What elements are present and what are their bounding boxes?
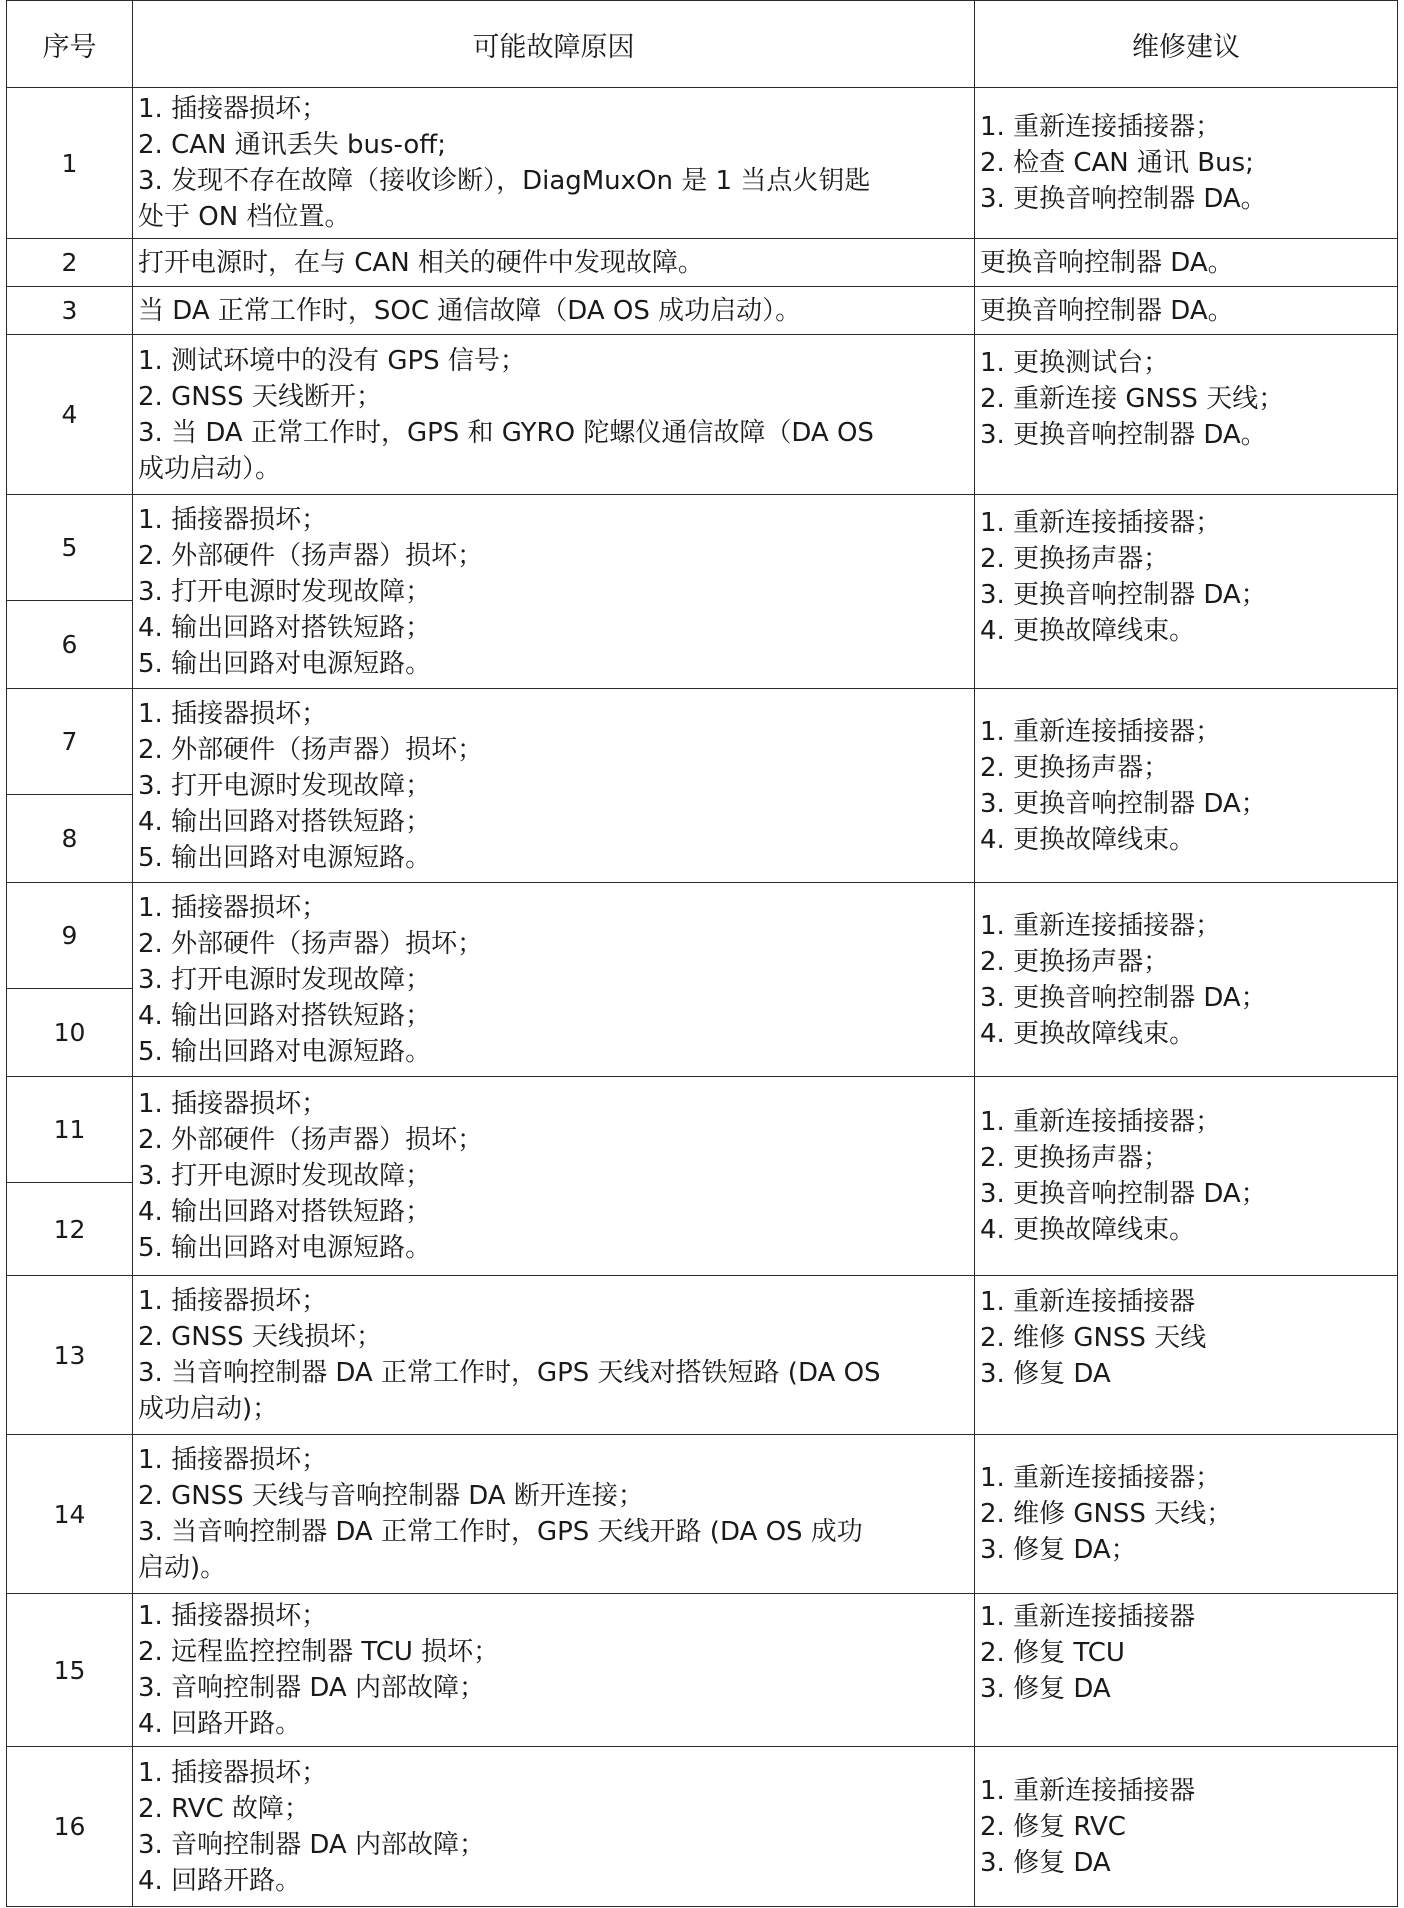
row-number: 14 <box>7 1435 133 1594</box>
cause-line: 3. 打开电源时发现故障； <box>138 770 432 801</box>
cause-line: 3. 当 DA 正常工作时，GPS 和 GYRO 陀螺仪通信故障（DA OS <box>138 417 874 448</box>
cause-cell <box>133 335 975 495</box>
advice-cell <box>975 1594 1398 1747</box>
cause-line: 1. 插接器损坏； <box>138 504 328 535</box>
cause-line: 4. 输出回路对搭铁短路； <box>138 1000 432 1031</box>
advice-line: 更换音响控制器 DA。 <box>980 247 1234 278</box>
cause-line: 5. 输出回路对电源短路。 <box>138 1233 432 1263</box>
cause-line: 3. 音响控制器 DA 内部故障； <box>138 1829 485 1860</box>
table-row <box>7 883 1398 989</box>
table-row <box>7 239 1398 287</box>
advice-line: 3. 修复 DA <box>980 1674 1111 1704</box>
advice-line: 2. 更换扬声器； <box>980 946 1170 977</box>
row-number: 15 <box>7 1594 133 1747</box>
cause-line: 2. 外部硬件（扬声器）损坏； <box>138 734 484 765</box>
cause-line: 3. 打开电源时发现故障； <box>138 576 432 607</box>
table-row <box>7 287 1398 335</box>
advice-line: 1. 重新连接插接器； <box>980 910 1222 941</box>
cause-line: 1. 插接器损坏； <box>138 1757 328 1788</box>
row-number: 9 <box>7 883 133 989</box>
table-row <box>7 495 1398 601</box>
cause-line: 5. 输出回路对电源短路。 <box>138 842 432 873</box>
advice-cell <box>975 689 1398 883</box>
row-number: 3 <box>7 287 133 335</box>
row-number: 13 <box>7 1276 133 1435</box>
row-number: 6 <box>7 601 133 689</box>
cause-line: 成功启动）。 <box>138 453 282 484</box>
advice-line: 2. 修复 TCU <box>980 1638 1125 1668</box>
cause-line: 启动)。 <box>138 1553 227 1583</box>
cause-cell <box>133 1594 975 1747</box>
advice-line: 3. 更换音响控制器 DA； <box>980 982 1267 1013</box>
advice-line: 3. 修复 DA； <box>980 1535 1137 1565</box>
row-number: 12 <box>7 1183 133 1276</box>
cause-line: 打开电源时，在与 CAN 相关的硬件中发现故障。 <box>138 247 704 278</box>
cause-line: 4. 回路开路。 <box>138 1865 302 1896</box>
advice-cell <box>975 1747 1398 1907</box>
cause-cell <box>133 1435 975 1594</box>
table-row <box>7 1276 1398 1435</box>
cause-line: 5. 输出回路对电源短路。 <box>138 1036 432 1067</box>
advice-line: 4. 更换故障线束。 <box>980 1215 1196 1245</box>
advice-line: 更换音响控制器 DA。 <box>980 295 1234 326</box>
advice-line: 1. 重新连接插接器； <box>980 1463 1222 1493</box>
cause-line: 3. 音响控制器 DA 内部故障； <box>138 1673 485 1703</box>
advice-cell <box>975 1276 1398 1435</box>
advice-cell <box>975 883 1398 1077</box>
advice-line: 3. 更换音响控制器 DA； <box>980 1179 1267 1209</box>
advice-cell <box>975 287 1398 335</box>
row-number: 7 <box>7 689 133 795</box>
row-number: 5 <box>7 495 133 601</box>
cause-line: 3. 当音响控制器 DA 正常工作时，GPS 天线对搭铁短路 (DA OS <box>138 1358 881 1388</box>
cause-line: 1. 插接器损坏； <box>138 1445 328 1475</box>
cause-line: 1. 插接器损坏； <box>138 1601 328 1631</box>
advice-line: 3. 更换音响控制器 DA。 <box>980 184 1267 214</box>
cause-cell <box>133 495 975 689</box>
cause-cell <box>133 689 975 883</box>
advice-cell <box>975 1077 1398 1276</box>
advice-line: 2. 修复 RVC <box>980 1811 1126 1842</box>
cause-line: 3. 当音响控制器 DA 正常工作时，GPS 天线开路 (DA OS 成功 <box>138 1517 863 1547</box>
table-row <box>7 1747 1398 1907</box>
cause-line: 2. 远程监控控制器 TCU 损坏； <box>138 1637 500 1667</box>
advice-line: 2. 检查 CAN 通讯 Bus; <box>980 148 1254 178</box>
advice-cell <box>975 88 1398 239</box>
advice-line: 1. 重新连接插接器； <box>980 112 1222 142</box>
row-number: 1 <box>7 88 133 239</box>
advice-line: 3. 修复 DA <box>980 1359 1111 1389</box>
row-number: 4 <box>7 335 133 495</box>
cause-line: 4. 回路开路。 <box>138 1709 302 1739</box>
advice-line: 4. 更换故障线束。 <box>980 616 1196 646</box>
advice-line: 3. 修复 DA <box>980 1847 1111 1878</box>
advice-line: 1. 重新连接插接器； <box>980 716 1222 747</box>
cause-line: 2. GNSS 天线与音响控制器 DA 断开连接； <box>138 1481 644 1511</box>
cause-line: 当 DA 正常工作时，SOC 通信故障（DA OS 成功启动）。 <box>138 295 802 326</box>
advice-line: 3. 更换音响控制器 DA； <box>980 580 1267 610</box>
advice-line: 4. 更换故障线束。 <box>980 1018 1196 1049</box>
header-cause: 可能故障原因 <box>133 1 975 88</box>
cause-cell <box>133 1276 975 1435</box>
cause-line: 2. 外部硬件（扬声器）损坏； <box>138 1125 484 1155</box>
cause-line: 2. RVC 故障； <box>138 1793 310 1824</box>
advice-line: 3. 更换音响控制器 DA； <box>980 788 1267 819</box>
advice-line: 1. 重新连接插接器； <box>980 1107 1222 1137</box>
header-row <box>7 1 1398 88</box>
cause-line: 3. 发现不存在故障（接收诊断），DiagMuxOn 是 1 当点火钥匙 <box>138 166 871 196</box>
cause-line: 成功启动)； <box>138 1394 279 1424</box>
advice-line: 3. 更换音响控制器 DA。 <box>980 420 1267 450</box>
header-advice: 维修建议 <box>975 1 1398 88</box>
row-number: 11 <box>7 1077 133 1183</box>
table-row <box>7 1077 1398 1183</box>
cause-line: 2. CAN 通讯丢失 bus-off; <box>138 130 446 160</box>
table-row <box>7 335 1398 495</box>
cause-line: 1. 插接器损坏； <box>138 1286 328 1316</box>
advice-line: 2. 更换扬声器； <box>980 752 1170 783</box>
advice-line: 2. 更换扬声器； <box>980 1143 1170 1173</box>
row-number: 16 <box>7 1747 133 1907</box>
cause-line: 2. GNSS 天线损坏； <box>138 1322 382 1352</box>
cause-cell <box>133 88 975 239</box>
fault-table <box>6 0 1398 1907</box>
cause-cell <box>133 883 975 1077</box>
cause-cell <box>133 1747 975 1907</box>
cause-line: 2. GNSS 天线断开； <box>138 381 382 412</box>
cause-line: 5. 输出回路对电源短路。 <box>138 648 432 679</box>
cause-line: 1. 插接器损坏； <box>138 1089 328 1119</box>
row-number: 10 <box>7 989 133 1077</box>
cause-cell <box>133 239 975 287</box>
table-row <box>7 1435 1398 1594</box>
header-seq: 序号 <box>7 1 133 88</box>
cause-line: 1. 插接器损坏； <box>138 94 328 124</box>
cause-line: 1. 测试环境中的没有 GPS 信号； <box>138 345 526 376</box>
advice-line: 1. 重新连接插接器 <box>980 1775 1196 1806</box>
advice-cell <box>975 1435 1398 1594</box>
cause-line: 4. 输出回路对搭铁短路； <box>138 806 432 837</box>
table-row <box>7 689 1398 795</box>
cause-line: 3. 打开电源时发现故障； <box>138 1161 432 1191</box>
advice-line: 2. 重新连接 GNSS 天线； <box>980 384 1285 414</box>
cause-line: 4. 输出回路对搭铁短路； <box>138 612 432 643</box>
cause-cell <box>133 287 975 335</box>
table-row <box>7 1594 1398 1747</box>
cause-line: 2. 外部硬件（扬声器）损坏； <box>138 928 484 959</box>
cause-cell <box>133 1077 975 1276</box>
cause-line: 3. 打开电源时发现故障； <box>138 964 432 995</box>
advice-cell <box>975 495 1398 689</box>
advice-line: 1. 更换测试台； <box>980 348 1170 378</box>
cause-line: 1. 插接器损坏； <box>138 892 328 923</box>
row-number: 2 <box>7 239 133 287</box>
advice-line: 2. 维修 GNSS 天线 <box>980 1323 1207 1353</box>
cause-line: 处于 ON 档位置。 <box>138 202 351 232</box>
advice-line: 1. 重新连接插接器 <box>980 1287 1196 1317</box>
advice-cell <box>975 335 1398 495</box>
advice-line: 1. 重新连接插接器； <box>980 508 1222 538</box>
table-row <box>7 88 1398 239</box>
cause-line: 2. 外部硬件（扬声器）损坏； <box>138 540 484 571</box>
advice-line: 2. 维修 GNSS 天线； <box>980 1499 1233 1529</box>
row-number: 8 <box>7 795 133 883</box>
cause-line: 1. 插接器损坏； <box>138 698 328 729</box>
advice-cell <box>975 239 1398 287</box>
advice-line: 1. 重新连接插接器 <box>980 1602 1196 1632</box>
cause-line: 4. 输出回路对搭铁短路； <box>138 1197 432 1227</box>
advice-line: 2. 更换扬声器； <box>980 544 1170 574</box>
advice-line: 4. 更换故障线束。 <box>980 824 1196 855</box>
